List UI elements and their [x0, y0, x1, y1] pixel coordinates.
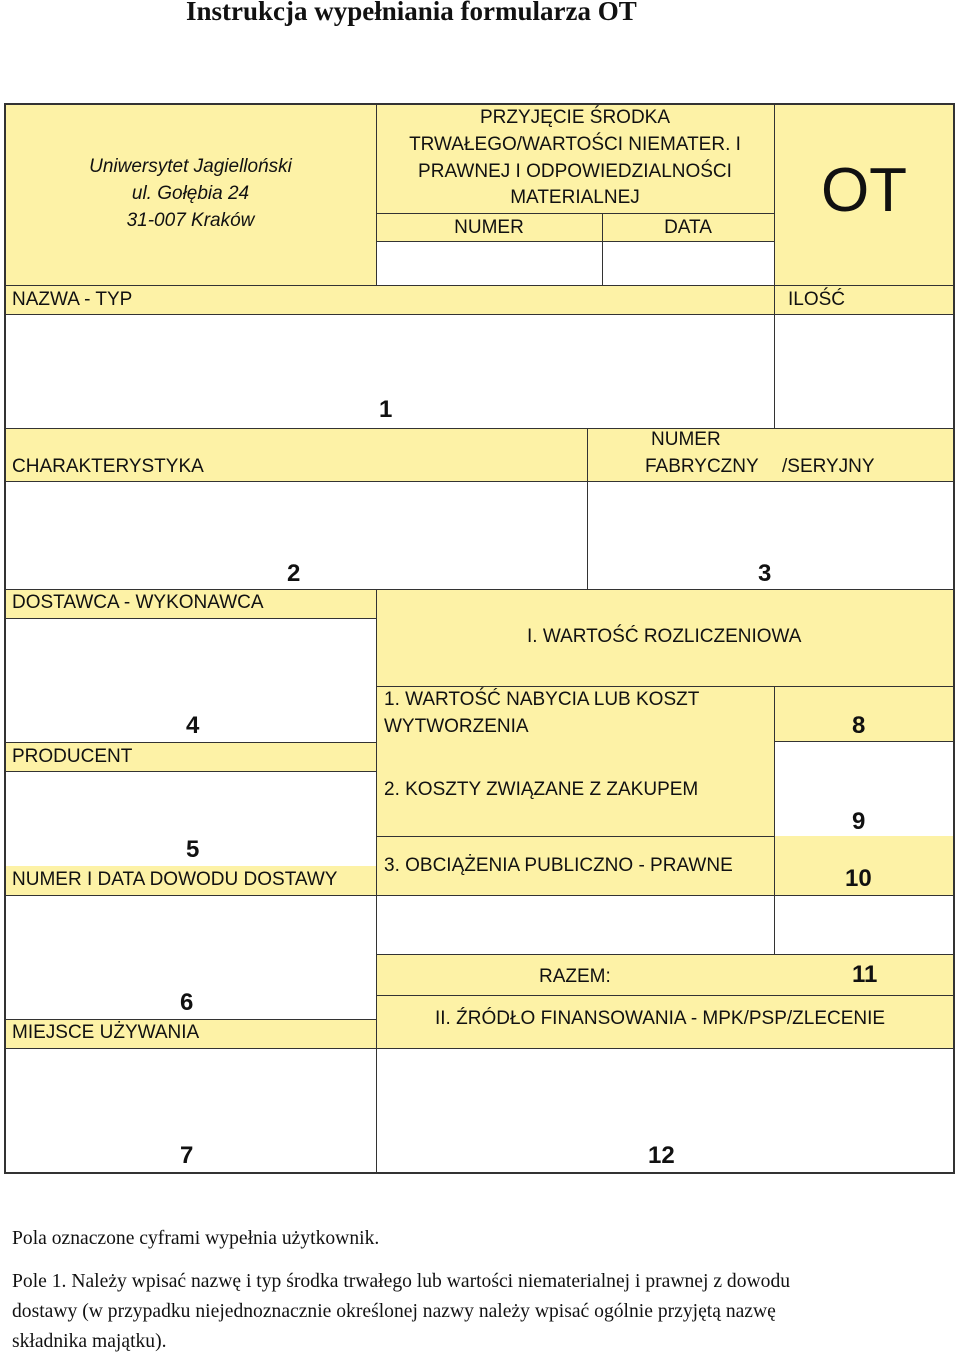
rule — [5, 1019, 376, 1020]
rule — [376, 589, 377, 1173]
org-name: Uniwersytet Jagielloński — [89, 156, 292, 177]
fabryczny-label: FABRYCZNY — [645, 456, 759, 477]
rule — [5, 771, 376, 772]
razem-label: RAZEM: — [539, 966, 611, 987]
rule — [376, 686, 954, 687]
border-right — [953, 103, 955, 1174]
ilosc-label: ILOŚĆ — [788, 289, 846, 310]
producent-label: PRODUCENT — [12, 746, 133, 767]
org-street: ul. Gołębia 24 — [131, 183, 250, 204]
field-number-9: 9 — [852, 808, 866, 835]
koszty-zakupu-label: 2. KOSZTY ZWIĄZANE Z ZAKUPEM — [384, 779, 699, 800]
rule — [376, 836, 774, 837]
form-code: OT — [820, 156, 908, 225]
doc-title-line-2: TRWAŁEGO/WARTOŚCI NIEMATER. I — [409, 134, 741, 155]
rule — [5, 1048, 954, 1049]
seryjny-label: /SERYJNY — [782, 456, 875, 477]
doc-title-line-1: PRZYJĘCIE ŚRODKA — [479, 107, 671, 128]
numer-dowodu-label: NUMER I DATA DOWODU DOSTAWY — [12, 869, 338, 890]
rule — [376, 954, 954, 955]
nazwa-typ-label: NAZWA - TYP — [12, 289, 133, 310]
field-number-4: 4 — [186, 712, 200, 739]
miejsce-uzywania-label: MIEJSCE UŻYWANIA — [12, 1022, 200, 1043]
border-top — [5, 103, 955, 105]
note-pole1-line2: dostawy (w przypadku niejednoznacznie określonej nazwy należy wpisać ogólnie przyjętą nazwę — [12, 1301, 776, 1322]
rule — [5, 589, 954, 590]
rule — [5, 742, 376, 743]
data-header: DATA — [664, 217, 712, 238]
field-number-1: 1 — [379, 396, 393, 423]
note-pole1-line1: Pole 1. Należy wpisać nazwę i typ środka trwałego lub wartości niematerialnej i prawnej z dowodu — [12, 1271, 791, 1292]
note-pole1-line3: składnika majątku). — [12, 1331, 167, 1352]
rule — [5, 481, 954, 482]
zrodlo-finansowania-label: II. ŹRÓDŁO FINANSOWANIA - MPK/PSP/ZLECENIE — [435, 1008, 886, 1029]
border-left — [4, 103, 6, 1174]
field-number-11: 11 — [852, 961, 878, 988]
field-number-7: 7 — [180, 1142, 194, 1169]
wartosc-nabycia-label: 1. WARTOŚĆ NABYCIA LUB KOSZT — [384, 689, 700, 710]
rule — [774, 741, 954, 742]
border-bottom — [5, 1172, 955, 1174]
dostawca-label: DOSTAWCA - WYKONAWCA — [12, 592, 264, 613]
field-number-8: 8 — [852, 712, 866, 739]
note-intro: Pola oznaczone cyframi wypełnia użytkownik. — [12, 1228, 380, 1249]
rule — [5, 895, 954, 896]
org-city: 31-007 Kraków — [126, 210, 255, 231]
charakterystyka-label: CHARAKTERYSTYKA — [12, 456, 204, 477]
rule — [5, 285, 954, 286]
page-title: Instrukcja wypełniania formularza OT — [186, 0, 637, 26]
field-number-6: 6 — [180, 989, 194, 1016]
rule — [5, 314, 954, 315]
doc-title-line-3: PRAWNEJ I ODPOWIEDZIALNOŚCI — [418, 161, 732, 182]
obciazenia-label: 3. OBCIĄŻENIA PUBLICZNO - PRAWNE — [384, 855, 733, 876]
rule — [5, 428, 954, 429]
numer-header: NUMER — [454, 217, 524, 238]
field-number-3: 3 — [758, 560, 772, 587]
rule — [587, 428, 588, 589]
numer-fabryczny-label: NUMER — [651, 429, 721, 450]
doc-title-line-4: MATERIALNEJ — [510, 187, 640, 208]
rule — [774, 686, 775, 954]
rule — [774, 104, 775, 428]
field-number-5: 5 — [186, 836, 200, 863]
rule — [376, 241, 774, 242]
field-number-10: 10 — [845, 865, 872, 892]
field-number-12: 12 — [648, 1142, 675, 1169]
field-number-2: 2 — [287, 560, 301, 587]
wytworzenia-label: WYTWORZENIA — [384, 716, 529, 737]
rule — [5, 618, 376, 619]
rule — [376, 213, 774, 214]
rule — [376, 995, 954, 996]
wartosc-rozliczeniowa-label: I. WARTOŚĆ ROZLICZENIOWA — [527, 626, 802, 647]
